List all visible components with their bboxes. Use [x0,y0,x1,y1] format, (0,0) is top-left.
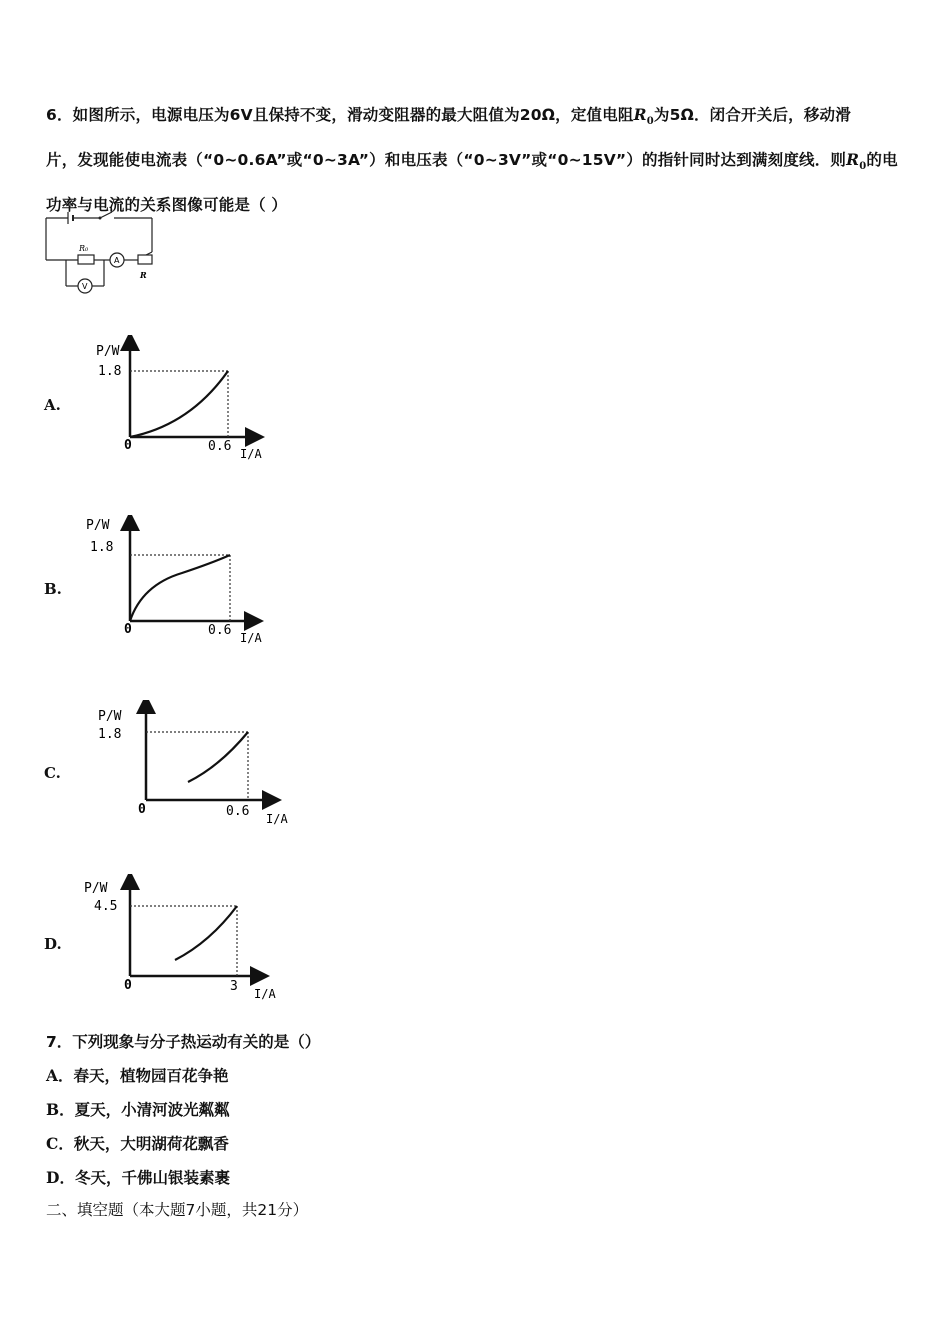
x-max-tick: 0.6 [208,439,232,454]
r0-symbol: $R_0$ [633,105,654,128]
x-max-tick: 0.6 [226,804,250,819]
x-max-tick: 3 [230,979,238,994]
voltmeter-label: V [82,282,88,291]
r0-label: R₀ [79,244,89,253]
origin-label: 0 [138,802,146,817]
section-2-heading: 二、填空题（本大题7小题，共21分） [46,1201,309,1219]
y-axis-label: P/W [86,518,110,533]
ammeter-label: A [114,256,120,265]
y-axis-label: P/W [84,881,108,896]
y-max-tick: 1.8 [98,727,122,742]
question-7-option-b[interactable]: B．夏天，小清河波光粼粼 [46,1100,230,1119]
origin-label: 0 [124,978,132,993]
option-b-graph [82,515,272,650]
option-a-graph [90,335,270,465]
x-max-tick: 0.6 [208,623,232,638]
y-max-tick: 1.8 [90,540,114,555]
y-max-tick: 4.5 [94,899,118,914]
question-6-line-1: 6．如图所示，电源电压为6V且保持不变，滑动变阻器的最大阻值为20Ω，定值电阻$R_0$为5Ω．闭合开关后，移动滑 [46,105,851,128]
option-d-graph [80,874,280,1004]
y-axis-label: P/W [98,709,122,724]
question-6-line-2: 片，发现能使电流表（“0~0.6A”或“0~3A”）和电压表（“0~3V”或“0~15V”）的指针同时达到满刻度线．则$R_0$的电 [46,150,898,173]
origin-label: 0 [124,438,132,453]
x-axis-label: I/A [254,987,276,1001]
question-7-option-a[interactable]: A．春天，植物园百花争艳 [46,1066,229,1085]
question-7-option-d[interactable]: D．冬天，千佛山银装素裹 [46,1168,230,1187]
option-c-graph [92,700,292,830]
question-7-option-c[interactable]: C．秋天，大明湖荷花飘香 [46,1134,229,1153]
rheostat-label: R [140,270,147,280]
option-b-label[interactable]: B. [44,580,62,598]
circuit-diagram [42,208,162,300]
question-6-line-3: 功率与电流的关系图像可能是（ ） [46,196,288,215]
question-6-stem [46,96,906,224]
power-curve [130,555,230,621]
option-c-label[interactable]: C. [44,764,61,782]
power-curve [188,732,248,782]
origin-label: 0 [124,622,132,637]
option-d-label[interactable]: D. [44,935,62,953]
question-7-stem: 7．下列现象与分子热运动有关的是（） [46,1033,321,1051]
power-curve [175,906,237,960]
r0-resistor [78,255,94,264]
x-axis-label: I/A [240,447,262,461]
r0-symbol: $R_0$ [846,150,867,173]
y-max-tick: 1.8 [98,364,122,379]
rheostat [138,255,152,264]
y-axis-label: P/W [96,344,120,359]
x-axis-label: I/A [240,631,262,645]
switch-lever [100,212,112,218]
power-curve [130,371,228,437]
option-a-label[interactable]: A. [44,396,61,414]
x-axis-label: I/A [266,812,288,826]
